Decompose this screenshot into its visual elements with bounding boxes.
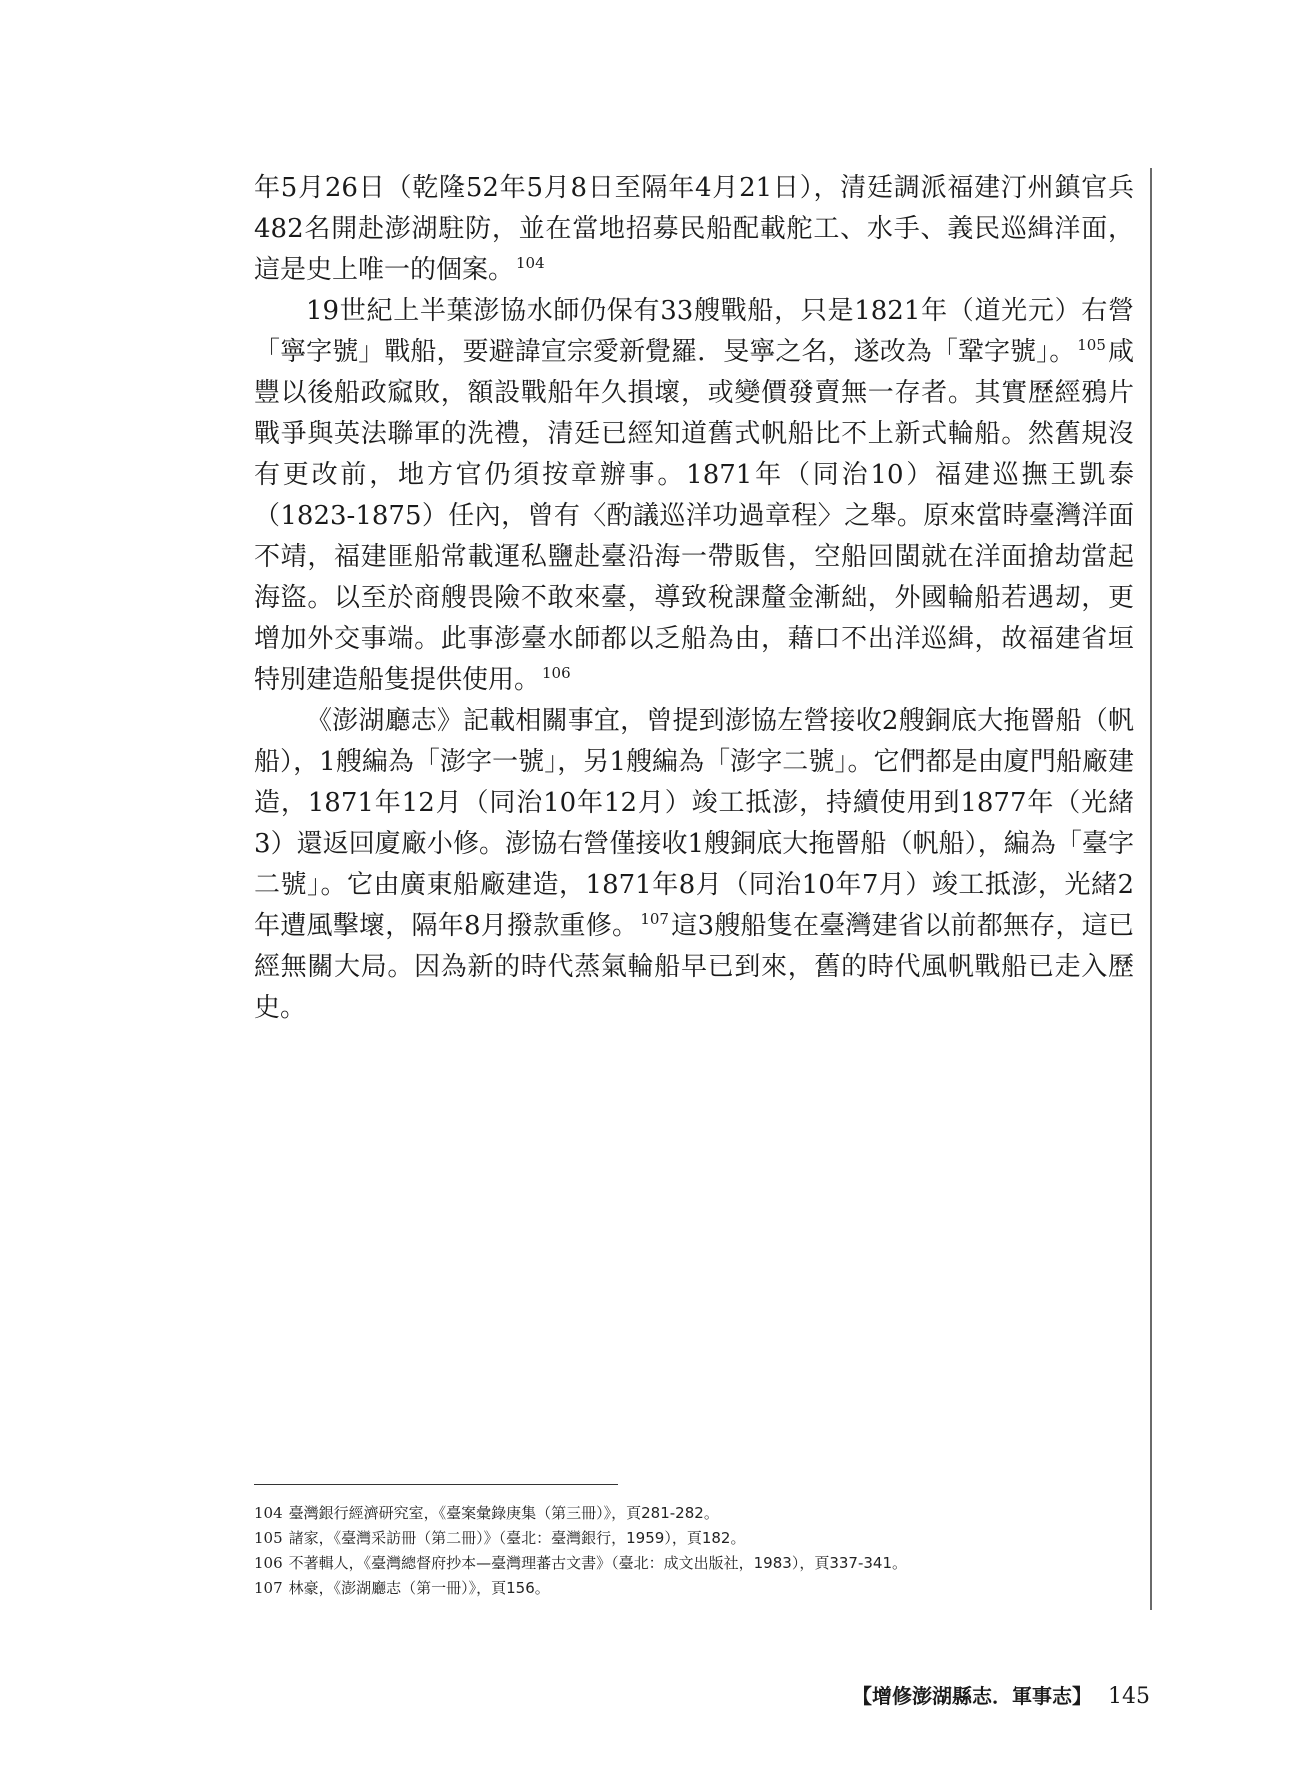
body-paragraph <box>254 168 1134 291</box>
footnote-number: 107 <box>254 1579 283 1597</box>
footnote <box>254 1551 1134 1576</box>
paragraph-text: 這3艘船隻在臺灣建省以前都無存，這已經無關大局。因為新的時代蒸氣輪船早已到來，舊的時代風帆戰船已走入歷史。 <box>254 911 1135 1023</box>
footnote-text: 不著輯人，《臺灣總督府抄本—臺灣理蕃古文書》（臺北：成文出版社，1983），頁337-341。 <box>288 1554 907 1572</box>
body-paragraph <box>254 291 1134 701</box>
margin-rule <box>1150 168 1152 1610</box>
body-paragraph <box>254 701 1134 1029</box>
running-footer <box>852 1680 1150 1709</box>
footnote-marker: 106 <box>542 664 571 682</box>
page-number: 145 <box>1108 1684 1150 1709</box>
footnote <box>254 1526 1134 1551</box>
footnote <box>254 1576 1134 1601</box>
footnote-number: 104 <box>254 1504 283 1522</box>
body-text <box>254 168 1134 1029</box>
footnote-marker: 105 <box>1077 336 1106 354</box>
footnote-text: 臺灣銀行經濟研究室，《臺案彙錄庚集（第三冊）》，頁281-282。 <box>288 1504 719 1522</box>
paragraph-text: 《澎湖廳志》記載相關事宜，曾提到澎協左營接收2艘銅底大拖罾船（帆船），1艘編為「澎字一號」，另1艘編為「澎字二號」。它們都是由廈門船廠建造，1871年12月（同治10年12月）竣工抵澎，持續使用到1877年（光緒3）還返回廈廠小修。澎協右營僅接收1艘銅底大拖罾船（帆船），編為「臺字二號」。它由廣東船廠建造，1871年8月（同治10年7月）竣工抵澎，光緒2年遭風擊壞，隔年8月撥款重修。 <box>254 706 1134 941</box>
footnote-marker: 107 <box>640 910 669 928</box>
footnote-marker: 104 <box>516 254 545 272</box>
paragraph-text: 19世紀上半葉澎協水師仍保有33艘戰船，只是1821年（道光元）右營「寧字號」戰船，要避諱宣宗愛新覺羅．旻寧之名，遂改為「鞏字號」。 <box>254 296 1134 367</box>
footnote-text: 林豪，《澎湖廳志（第一冊）》，頁156。 <box>288 1579 550 1597</box>
book-title: 【增修澎湖縣志．軍事志】 <box>852 1684 1092 1708</box>
paragraph-text: 咸豐以後船政窳敗，額設戰船年久損壞，或變價發賣無一存者。其實歷經鴉片戰爭與英法聯軍的洗禮，清廷已經知道舊式帆船比不上新式輪船。然舊規沒有更改前，地方官仍須按章辦事。1871年（同治10）福建巡撫王凱泰（1823-1875）任內，曾有〈酌議巡洋功過章程〉之舉。原來當時臺灣洋面不靖，福建匪船常載運私鹽赴臺沿海一帶販售，空船回閩就在洋面搶劫當起海盜。以至於商艘畏險不敢來臺，導致稅課釐金漸絀，外國輪船若遇刼，更增加外交事端。此事澎臺水師都以乏船為由，藉口不出洋巡緝，故福建省垣特別建造船隻提供使用。 <box>254 337 1134 695</box>
footnotes <box>254 1501 1134 1601</box>
footnote-separator <box>254 1484 618 1485</box>
footnote <box>254 1501 1134 1526</box>
footnote-number: 105 <box>254 1529 283 1547</box>
paragraph-text: 年5月26日（乾隆52年5月8日至隔年4月21日），清廷調派福建汀州鎮官兵482名開赴澎湖駐防，並在當地招募民船配載舵工、水手、義民巡緝洋面，這是史上唯一的個案。 <box>254 173 1134 285</box>
footnote-number: 106 <box>254 1554 283 1572</box>
footnote-text: 諸家，《臺灣采訪冊（第二冊）》（臺北：臺灣銀行，1959），頁182。 <box>288 1529 746 1547</box>
